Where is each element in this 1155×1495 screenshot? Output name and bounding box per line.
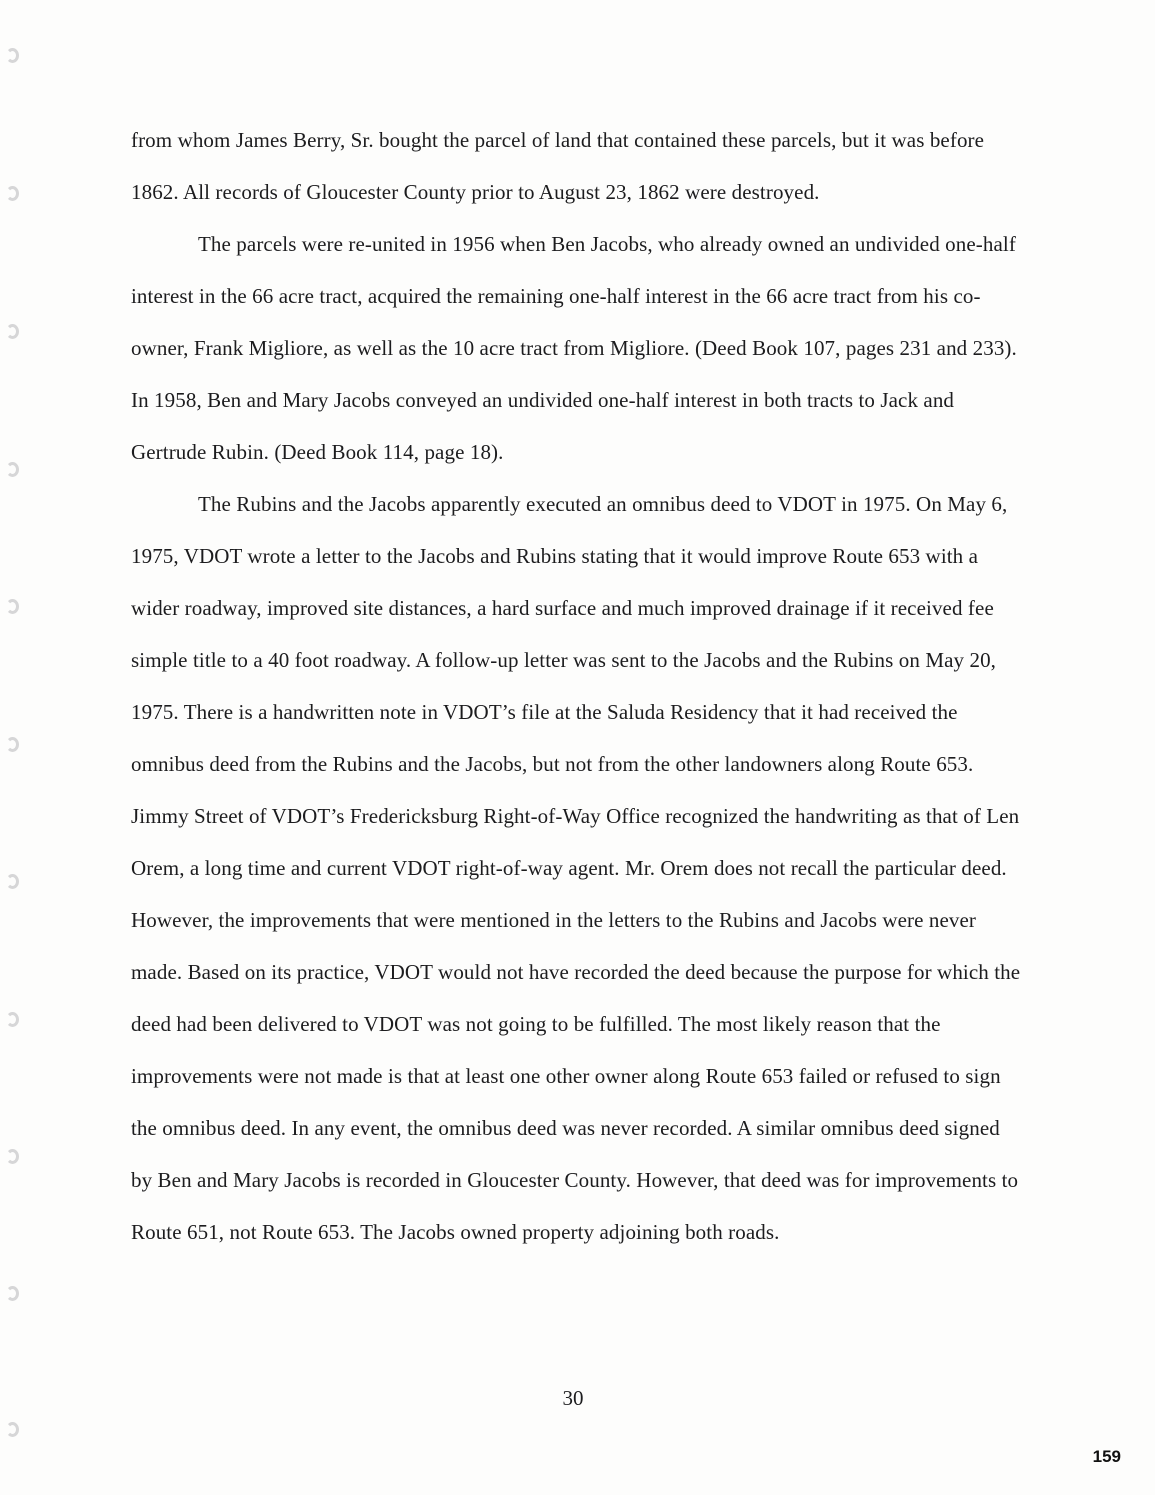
binder-mark-icon (6, 737, 19, 752)
binder-mark-icon (6, 1286, 19, 1301)
binder-mark-icon (6, 1149, 19, 1164)
binder-mark-icon (6, 874, 19, 889)
paragraph: The Rubins and the Jacobs apparently executed an omnibus deed to VDOT in 1975. On May 6, 1975, VDOT wrote a letter to the Jacobs and Rubins stating that it would improve Route 653 with a wider roadway, improved site distances, a hard surface and much improved drainage if it received fee simple title to a 40 foot roadway. A follow-up letter was sent to the Jacobs and the Rubins on May 20, 1975. There is a handwritten note in VDOT’s file at the Saluda Residency that it had received the omnibus deed from the Rubins and the Jacobs, but not from the other landowners along Route 653. Jimmy Street of VDOT’s Fredericksburg Right-of-Way Office recognized the handwriting as that of Len Orem, a long time and current VDOT right-of-way agent. Mr. Orem does not recall the particular deed. However, the improvements that were mentioned in the letters to the Rubins and Jacobs were never made. Based on its practice, VDOT would not have recorded the deed because the purpose for which the deed had been delivered to VDOT was not going to be fulfilled. The most likely reason that the improvements were not made is that at least one other owner along Route 653 failed or refused to sign the omnibus deed. In any event, the omnibus deed was never recorded. A similar omnibus deed signed by Ben and Mary Jacobs is recorded in Gloucester County. However, that deed was for improvements to Route 651, not Route 653. The Jacobs owned property adjoining both roads. (131, 492, 1021, 1244)
binder-mark-icon (6, 186, 19, 201)
binder-marks (0, 0, 30, 1495)
paragraph: The parcels were re-united in 1956 when Ben Jacobs, who already owned an undivided one-half interest in the 66 acre tract, acquired the remaining one-half interest in the 66 acre tract from his co-owner, Frank Migliore, as well as the 10 acre tract from Migliore. (Deed Book 107, pages 231 and 233). In 1958, Ben and Mary Jacobs conveyed an undivided one-half interest in both tracts to Jack and Gertrude Rubin. (Deed Book 114, page 18). (131, 232, 1017, 464)
binder-mark-icon (6, 599, 19, 614)
binder-mark-icon (6, 1422, 19, 1437)
binder-mark-icon (6, 324, 19, 339)
binder-mark-icon (6, 462, 19, 477)
binder-mark-icon (6, 1012, 19, 1027)
page-number: 30 (562, 1386, 584, 1410)
paragraph: from whom James Berry, Sr. bought the parcel of land that contained these parcels, but it was before 1862. All records of Gloucester County prior to August 23, 1862 were destroyed. (131, 128, 985, 204)
binder-mark-icon (6, 48, 19, 63)
bates-number: 159 (1092, 1447, 1121, 1466)
document-body (131, 114, 1021, 1258)
